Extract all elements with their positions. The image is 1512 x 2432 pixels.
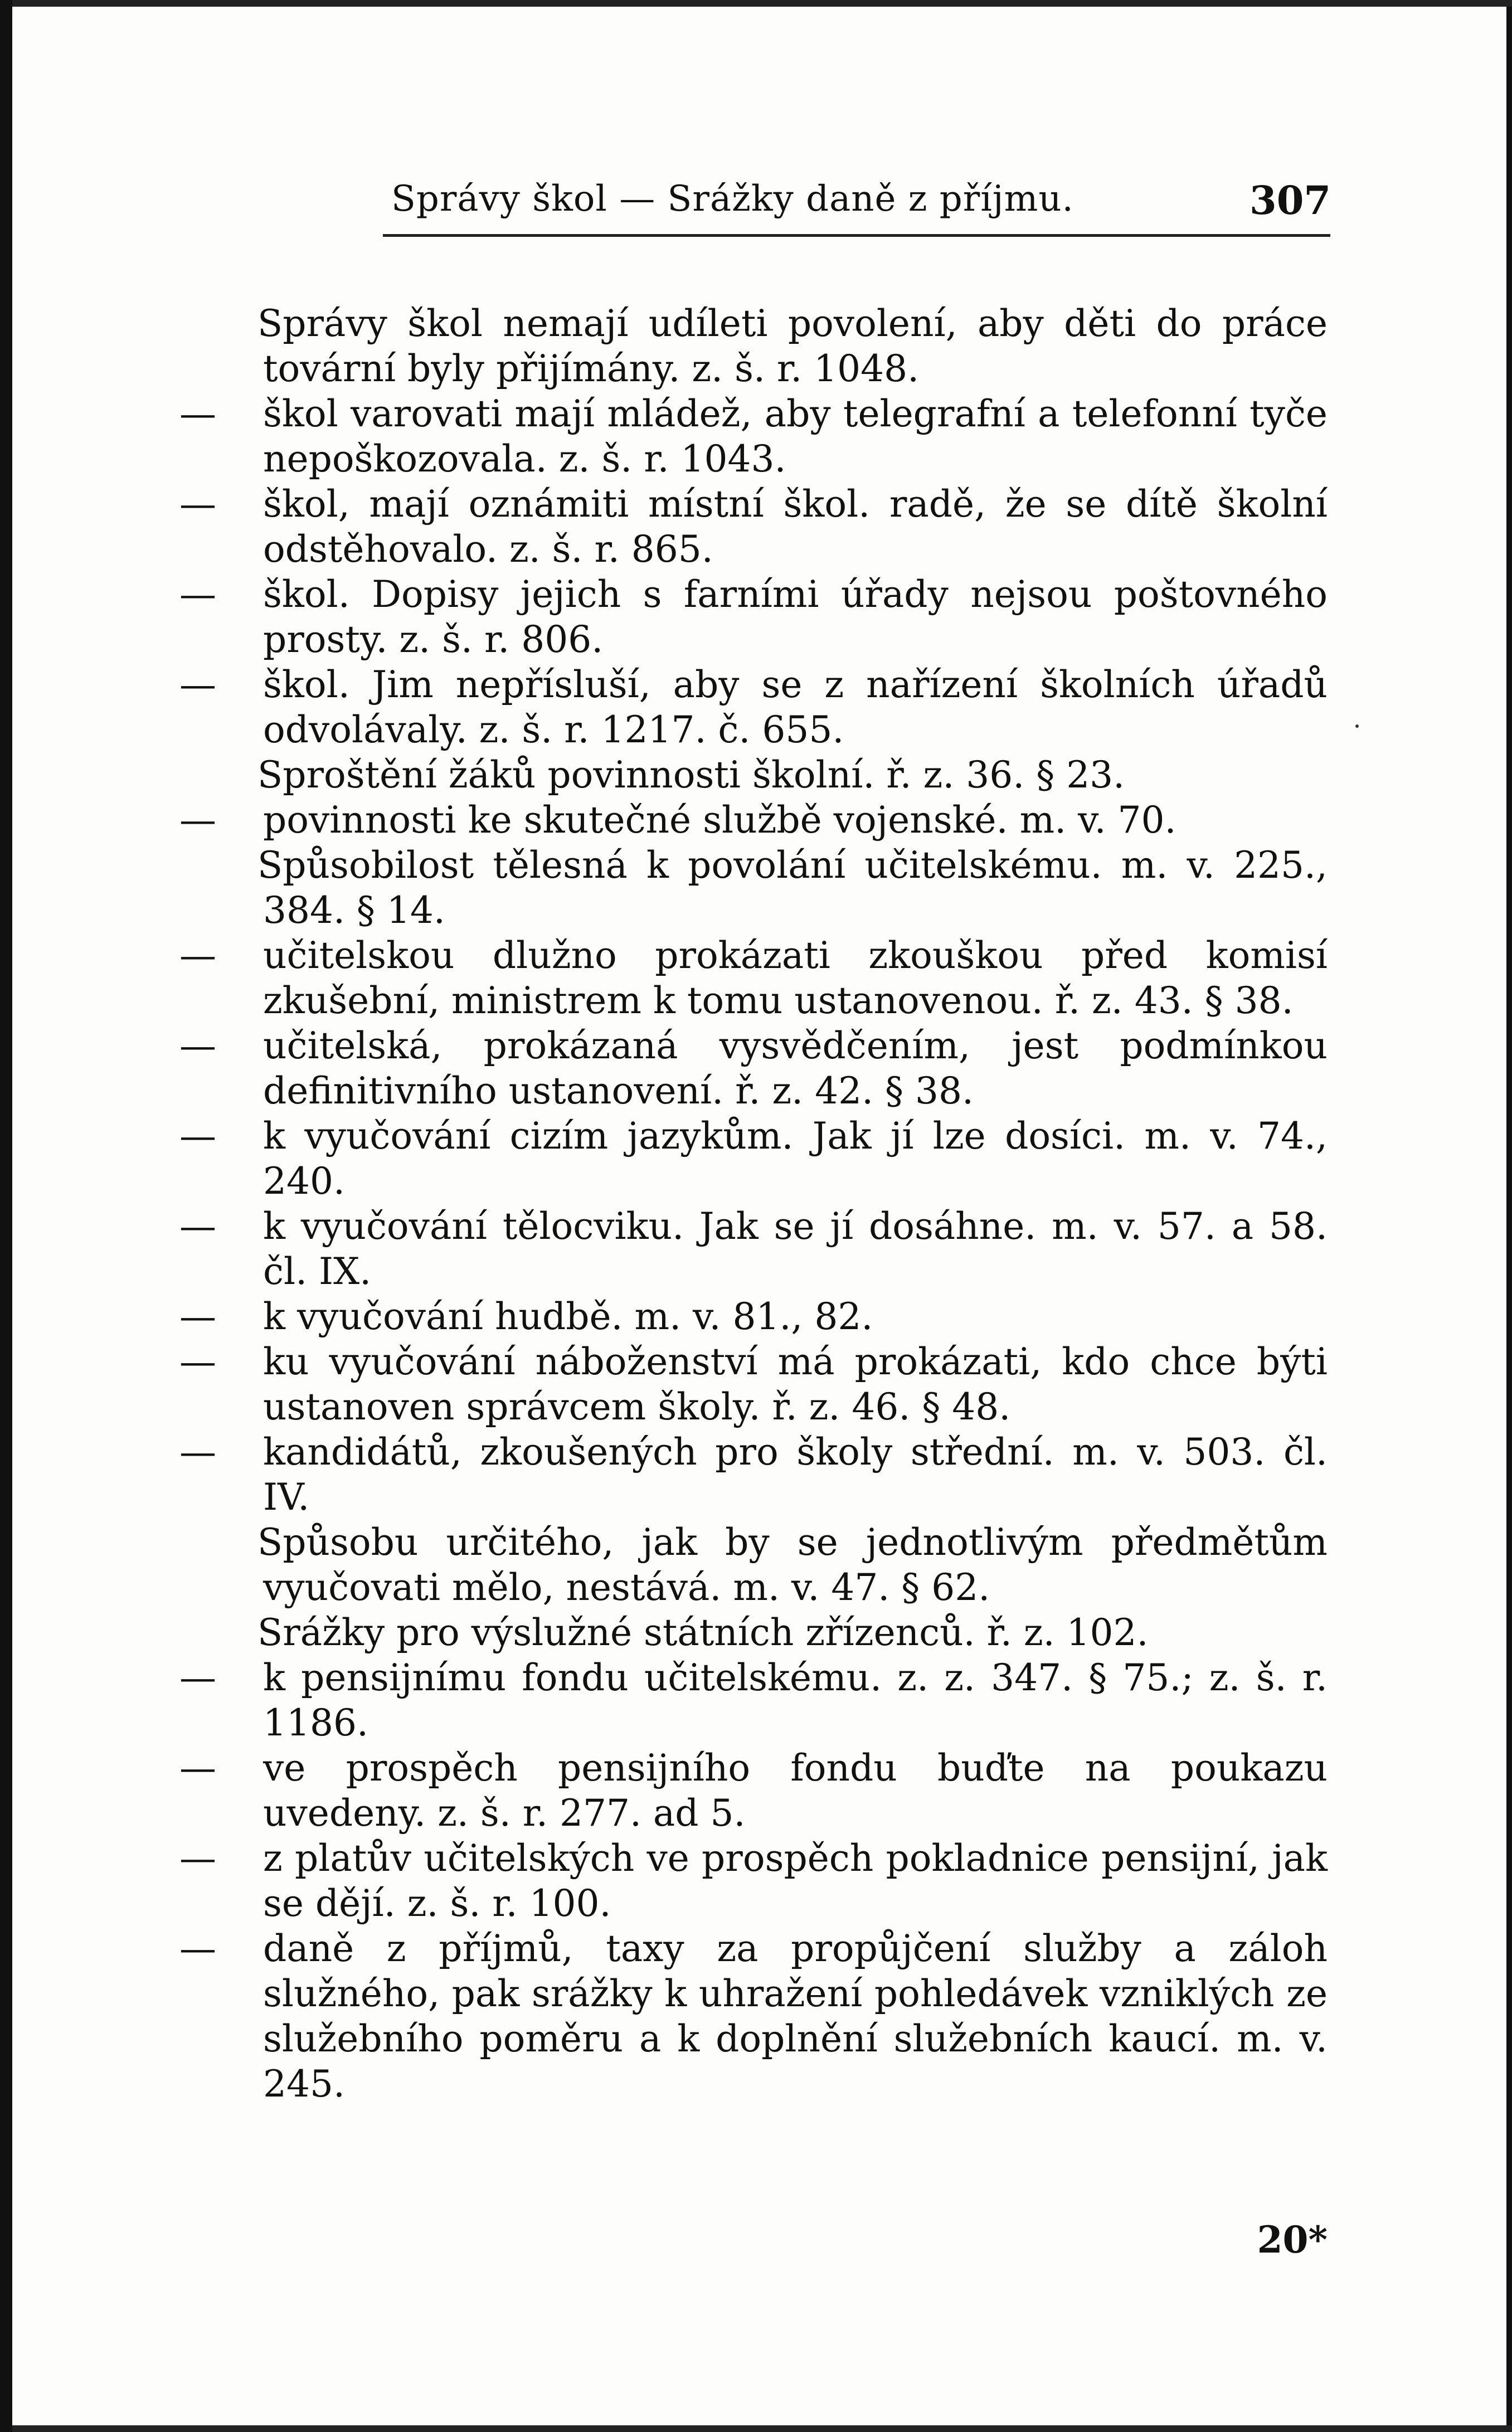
- index-entries: [174, 301, 1328, 2107]
- index-subentry: — ve prospěch pensijního fondu buďte na poukazu uvedeny. z. š. r. 277. ad 5.: [179, 1747, 1328, 1835]
- index-subentry: — škol, mají oznámiti místní škol. radě, že se dítě školní odstěhovalo. z. š. r. 865.: [179, 483, 1328, 571]
- header-rule: [383, 234, 1330, 237]
- index-subentry: — ku vyučování náboženství má prokázati, kdo chce býti ustanoven správcem školy. ř. z. 46. § 48.: [179, 1340, 1328, 1428]
- signature-mark: 20*: [1257, 2218, 1328, 2261]
- scan-border-bottom: [12, 2425, 1512, 2432]
- index-entry: Správy škol nemají udíleti povolení, aby děti do práce tovární byly přijímány. z. š. r. 1048.: [257, 302, 1328, 390]
- index-entry: Sproštění žáků povinnosti školní. ř. z. 36. § 23.: [257, 753, 1125, 796]
- scan-border-top: [12, 0, 1512, 7]
- index-subentry: — škol. Dopisy jejich s farními úřady nejsou poštovného prosty. z. š. r. 806.: [179, 573, 1328, 661]
- index-subentry: — učitelská, prokázaná vysvědčením, jest podmínkou definitivního ustanovení. ř. z. 42. § 38.: [179, 1024, 1328, 1112]
- index-entry: Srážky pro výslužné státních zřízenců. ř. z. 102.: [257, 1611, 1149, 1654]
- index-entry: Spůsobilost tělesná k povolání učitelskému. m. v. 225., 384. § 14.: [257, 844, 1328, 932]
- index-subentry: — učitelskou dlužno prokázati zkouškou před komisí zkušební, ministrem k tomu ustanovenou. ř. z. 43. § 38.: [179, 934, 1328, 1022]
- scan-speck: [1355, 724, 1359, 728]
- index-subentry: — daně z příjmů, taxy za propůjčení služby a záloh služného, pak srážky k uhražení pohledávek vzniklých ze služebního poměru a k doplnění služebních kaucí. m. v. 245.: [179, 1927, 1328, 2105]
- index-subentry: — škol. Jim nepřísluší, aby se z nařízení školních úřadů odvolávaly. z. š. r. 1217. č. 655.: [179, 663, 1328, 751]
- running-header: Správy škol — Srážky daně z příjmu.: [391, 178, 1074, 220]
- index-subentry: — z platův učitelských ve prospěch pokladnice pensijní, jak se dějí. z. š. r. 100.: [179, 1837, 1328, 1925]
- index-subentry: — škol varovati mají mládež, aby telegrafní a telefonní tyče nepoškozovala. z. š. r. 1043.: [179, 392, 1328, 480]
- index-subentry: — k vyučování tělocviku. Jak se jí dosáhne. m. v. 57. a 58. čl. IX.: [179, 1205, 1328, 1293]
- index-subentry: — k vyučování hudbě. m. v. 81., 82.: [179, 1295, 873, 1338]
- index-subentry: — povinnosti ke skutečné službě vojenské. m. v. 70.: [179, 799, 1176, 842]
- page-number: 307: [1250, 177, 1331, 223]
- index-subentry: — kandidátů, zkoušených pro školy střední. m. v. 503. čl. IV.: [179, 1431, 1328, 1519]
- index-subentry: — k vyučování cizím jazykům. Jak jí lze dosíci. m. v. 74., 240.: [179, 1115, 1328, 1203]
- index-subentry: — k pensijnímu fondu učitelskému. z. z. 347. § 75.; z. š. r. 1186.: [179, 1656, 1328, 1744]
- index-entry: Spůsobu určitého, jak by se jednotlivým předmětům vyučovati mělo, nestává. m. v. 47. § 62.: [257, 1521, 1328, 1609]
